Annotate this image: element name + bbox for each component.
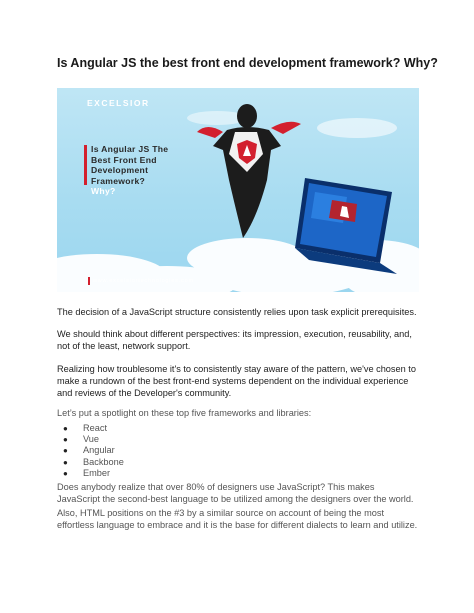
banner-heading-line: Development <box>91 165 149 175</box>
bullet-icon: ● <box>63 457 68 467</box>
list-item <box>57 457 357 468</box>
frameworks-list <box>57 423 357 479</box>
banner-website-url: www.excelsiortechnologies.com <box>93 278 194 284</box>
document-title: Is Angular JS the best front end development framework? Why? <box>57 56 438 70</box>
paragraph-2: We should think about different perspectives: its impression, execution, reusability, and, not of the least, network support. <box>57 329 412 351</box>
banner-heading-line: Best Front End <box>91 154 157 165</box>
framework-name: Angular <box>83 445 115 456</box>
banner-heading-line: Is Angular JS The <box>91 144 169 154</box>
list-item <box>57 434 357 445</box>
banner-heading-line: Framework? <box>91 175 146 186</box>
paragraph-4: Let’s put a spotlight on these top five frameworks and libraries: <box>57 408 312 418</box>
paragraph-5: Does anybody realize that over 80% of designers use JavaScript? This makes JavaScript the second-best language to be utilized among the designers over the world. <box>57 482 414 504</box>
paragraph-6: Also, HTML positions on the #3 by a similar source on account of being the most effortless language to embrace and it is the base for different dialects to learn and utilize. <box>57 508 418 530</box>
list-item <box>57 468 357 479</box>
framework-name: Vue <box>83 434 100 445</box>
excelsior-logo: EXCELSIOR <box>87 98 150 108</box>
banner-heading-accent-bar <box>84 145 87 185</box>
framework-name: Ember <box>83 467 111 478</box>
article-banner-image <box>57 88 419 292</box>
banner-heading <box>91 144 221 197</box>
bullet-icon: ● <box>63 435 68 445</box>
list-item <box>57 445 357 456</box>
list-item <box>57 423 357 434</box>
banner-heading-question: Why? <box>91 186 116 196</box>
bullet-icon: ● <box>63 424 68 433</box>
framework-name: Backbone <box>83 456 124 467</box>
paragraph-1: The decision of a JavaScript structure consistently relies upon task explicit prerequisites. <box>57 307 417 317</box>
banner-url-accent-bar <box>88 277 90 285</box>
framework-name: React <box>83 423 108 433</box>
bullet-icon: ● <box>63 468 68 478</box>
bullet-icon: ● <box>63 446 68 456</box>
paragraph-3: Realizing how troublesome it's to consistently stay aware of the pattern, we've chosen to make a rundown of the best front-end systems dependent on the individual experience and reviews of the Developer's community. <box>57 364 416 398</box>
